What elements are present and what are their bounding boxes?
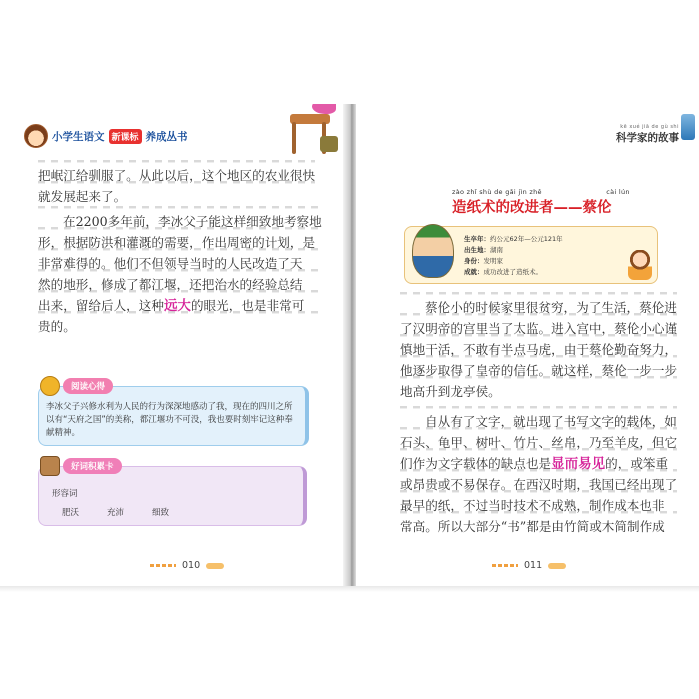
- title-pinyin: zào zhǐ shù de gǎi jìn zhě: [452, 188, 542, 196]
- article-title: 造纸术的改进者——蔡伦: [452, 200, 612, 216]
- word-item: 细致: [152, 508, 170, 518]
- page-number-text: 010: [182, 560, 201, 571]
- series-title-rest: 养成丛书: [145, 130, 188, 143]
- chapter-header-pinyin: kē xué jiā de gù shi: [620, 124, 679, 130]
- reading-notes-text: 李冰父子兴修水利为人民的行为深深地感动了我，现在的四川之所以有“天府之国”的美称，都江堰功不可没，我也要时刻牢记这种奉献精神。: [46, 402, 293, 438]
- word-item: 充沛: [107, 508, 125, 518]
- page-number-text: 011: [524, 560, 543, 571]
- text-line: 非常难得的。他们不但领导当时的人民改造了天: [38, 256, 303, 271]
- bio-value: 成功改进了造纸术。: [483, 268, 542, 276]
- text-line: 他逐步取得了皇帝的信任。就这样，蔡伦一步一步: [400, 363, 678, 378]
- text-line: 出来，留给后人，这种: [38, 298, 164, 313]
- book-bottom-shadow: [0, 586, 699, 592]
- title-pinyin-name: cài lún: [606, 188, 630, 196]
- bio-lines: [464, 234, 563, 278]
- text-line: 地高升到龙亭侯。: [400, 384, 501, 399]
- word-list: [62, 506, 169, 518]
- word-card-label: 好词积累卡: [63, 458, 122, 474]
- open-book: [0, 104, 699, 590]
- series-title: 小学生语文: [52, 130, 105, 143]
- left-page: [0, 104, 350, 590]
- text-line: 把岷江给驯服了。从此以后，这个地区的农业很快: [38, 168, 316, 183]
- text-line: 就发展起来了。: [38, 189, 127, 204]
- text-line: 蔡伦小的时候家里很贫穷，为了生活，蔡伦进: [425, 300, 677, 315]
- highlight-word: 远大: [163, 298, 191, 314]
- text-line: 石头、龟甲、树叶、竹片、丝帛，乃至羊皮，但它: [400, 435, 678, 450]
- text-line: 了汉明帝的宫里当了太监。进入宫中，蔡伦小心谨: [400, 321, 678, 336]
- text-line: 贵的。: [38, 319, 76, 334]
- bio-value: 发明家: [483, 257, 503, 265]
- owl-icon: [40, 376, 60, 396]
- bear-icon: [40, 456, 60, 476]
- text-line: 慎地干活，不敢有半点马虎，由于蔡伦勤奋努力，: [400, 342, 678, 357]
- text-line: 形，根据防洪和灌溉的需要，作出周密的计划，是: [38, 235, 316, 250]
- kid-mascot-icon: [24, 124, 48, 148]
- right-paragraph-2: [400, 406, 677, 532]
- left-paragraph-1: [38, 160, 315, 202]
- text-line: 的眼光，也是非常可: [190, 298, 305, 313]
- bio-value: 约公元62年—公元121年: [490, 235, 563, 243]
- cai-lun-portrait-icon: [412, 224, 454, 278]
- right-page: [356, 104, 699, 590]
- left-paragraph-2: [38, 206, 322, 332]
- series-badge: 新课标: [109, 129, 142, 144]
- chapter-header-title: 科学家的故事: [616, 132, 679, 144]
- word-card-heading: 形容词: [52, 489, 78, 499]
- bio-label: 生卒年：: [464, 235, 490, 243]
- right-paragraph-1: [400, 292, 677, 397]
- text-line: 在2200多年前，李冰父子能这样细致地考察地: [63, 214, 322, 229]
- cartoon-girl-icon: [628, 250, 652, 280]
- text-line: 们作为文字载体的缺点也是: [400, 456, 552, 471]
- text-line: 常高。所以大部分“书”都是由竹简或木简制作成: [400, 519, 665, 534]
- page-number-left: [150, 560, 224, 571]
- page-number-right: [492, 560, 566, 571]
- word-item: 肥沃: [62, 508, 80, 518]
- word-card-tag: [40, 456, 122, 476]
- text-line: 最早的纸，不过当时技术不成熟，制作成本也非: [400, 498, 665, 513]
- chapter-header: [616, 124, 679, 145]
- toy-chair-illustration-icon: [282, 104, 340, 160]
- bookmark-icon: [681, 114, 695, 140]
- bio-value: 湖南: [490, 246, 503, 254]
- highlight-word: 显而易见: [551, 456, 606, 472]
- bio-label: 成就：: [464, 268, 484, 276]
- series-header: [24, 125, 188, 147]
- text-line: 或昂贵或不易保存。在西汉时期，我国已经出现了: [400, 477, 678, 492]
- reading-notes-label: 阅读心得: [63, 378, 113, 394]
- bio-label: 身份：: [464, 257, 484, 265]
- text-line: 的，或笨重: [605, 456, 669, 471]
- reading-notes-tag: [40, 376, 113, 396]
- bio-label: 出生地：: [464, 246, 490, 254]
- text-line: 然的地形，修成了都江堰，还把治水的经验总结: [38, 277, 303, 292]
- text-line: 自从有了文字，就出现了书写文字的载体，如: [425, 414, 677, 429]
- article-title-pinyin: [452, 188, 630, 196]
